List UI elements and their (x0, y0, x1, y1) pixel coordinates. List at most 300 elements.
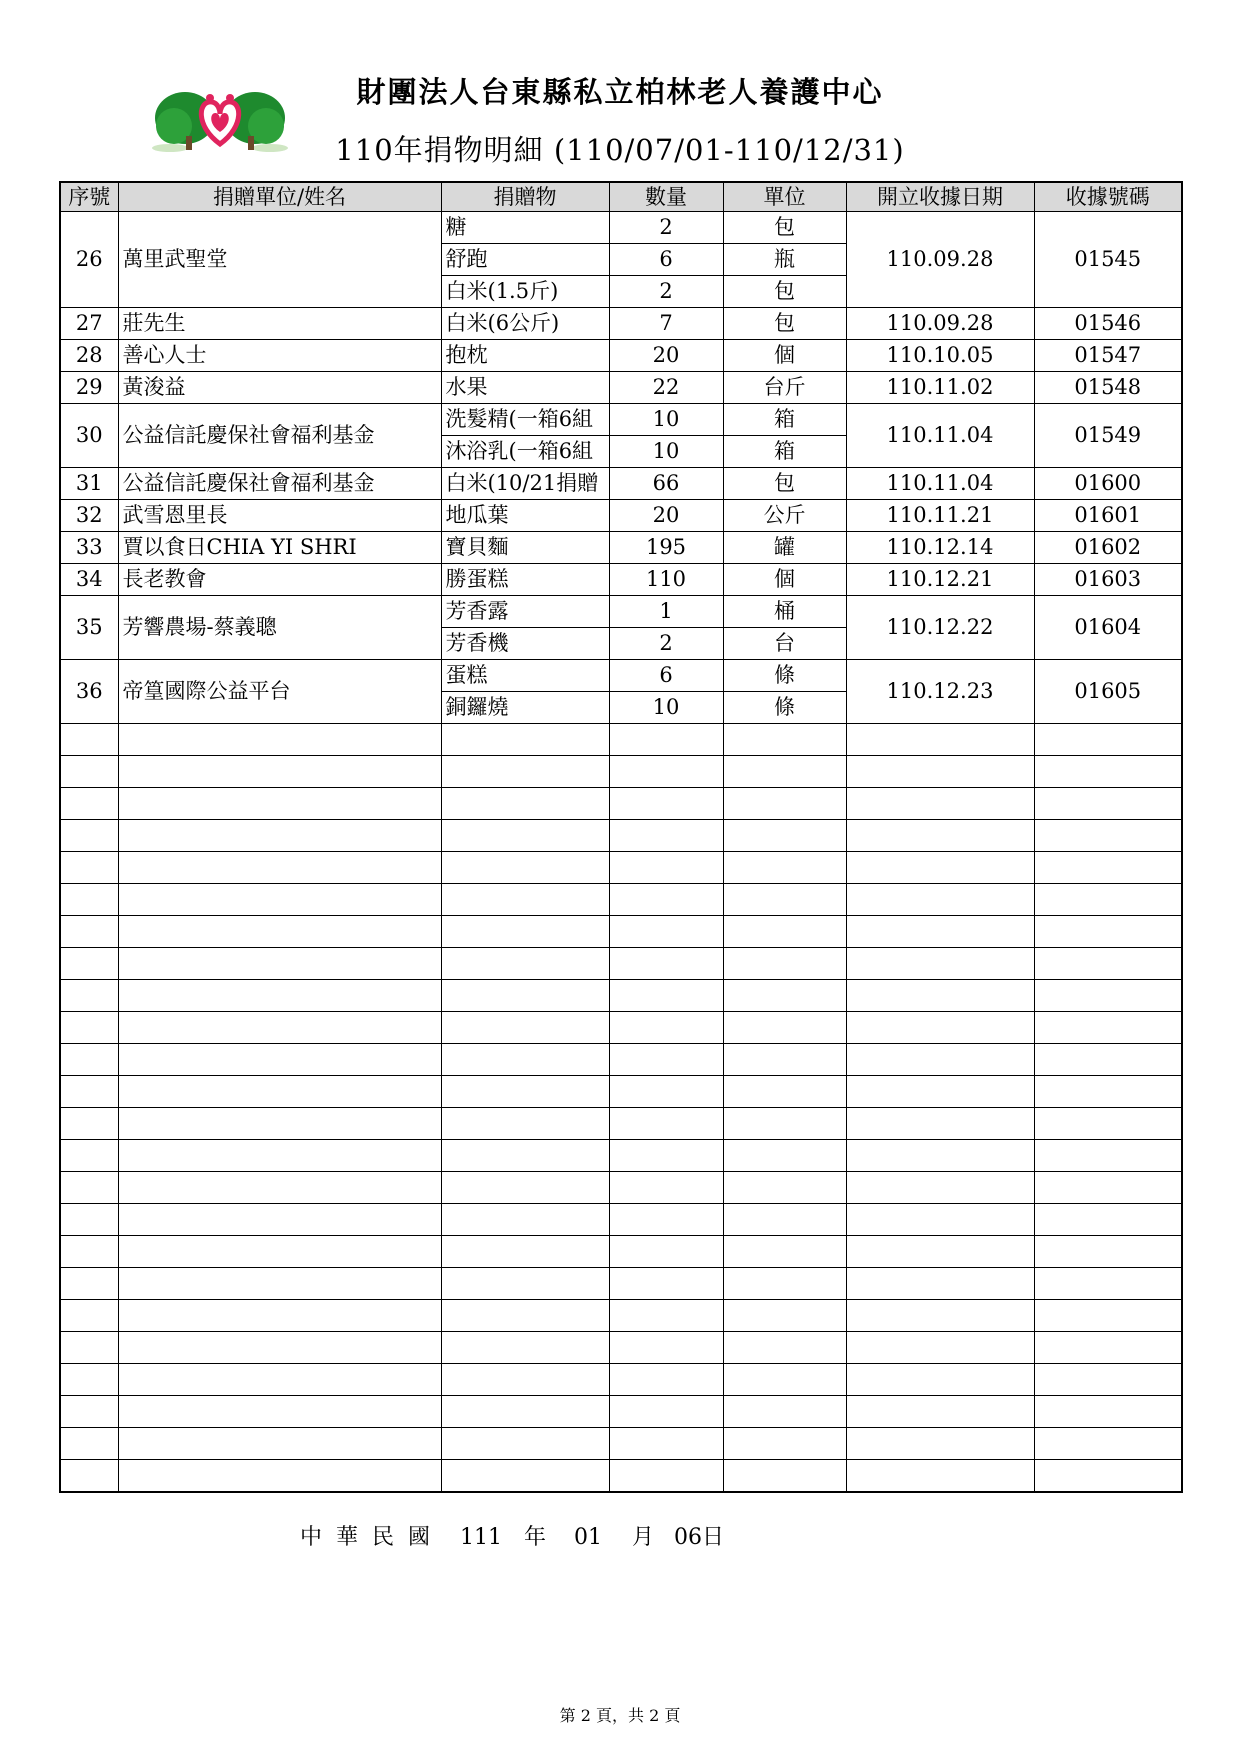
donation-table (59, 181, 1183, 1493)
blank-cell (441, 1300, 609, 1332)
qty-cell: 6 (609, 660, 723, 692)
donor-cell: 黃浚益 (118, 372, 441, 404)
blank-cell (60, 916, 118, 948)
table-row (60, 532, 1182, 564)
blank-row (60, 884, 1182, 916)
donor-cell: 長老教會 (118, 564, 441, 596)
unit-cell: 個 (723, 564, 846, 596)
blank-cell (609, 1428, 723, 1460)
receipt-cell: 01602 (1034, 532, 1182, 564)
blank-cell (609, 1300, 723, 1332)
blank-cell (60, 884, 118, 916)
blank-cell (118, 1108, 441, 1140)
qty-cell: 1 (609, 596, 723, 628)
blank-cell (1034, 724, 1182, 756)
item-cell: 舒跑 (441, 244, 609, 276)
donor-cell: 公益信託慶保社會福利基金 (118, 404, 441, 468)
qty-cell: 110 (609, 564, 723, 596)
date-cell: 110.11.21 (846, 500, 1034, 532)
item-cell: 白米(10/21捐贈 (441, 468, 609, 500)
unit-cell: 包 (723, 468, 846, 500)
blank-row (60, 1012, 1182, 1044)
qty-cell: 10 (609, 692, 723, 724)
blank-cell (846, 1044, 1034, 1076)
blank-cell (60, 980, 118, 1012)
blank-row (60, 1460, 1182, 1493)
blank-cell (723, 820, 846, 852)
qty-cell: 2 (609, 276, 723, 308)
receipt-cell: 01546 (1034, 308, 1182, 340)
blank-cell (60, 788, 118, 820)
blank-cell (118, 1364, 441, 1396)
blank-cell (441, 852, 609, 884)
item-cell: 白米(6公斤) (441, 308, 609, 340)
blank-cell (846, 1236, 1034, 1268)
seq-cell: 33 (60, 532, 118, 564)
seq-cell: 34 (60, 564, 118, 596)
blank-cell (118, 1204, 441, 1236)
unit-cell: 條 (723, 660, 846, 692)
blank-row (60, 788, 1182, 820)
col-header-receipt: 收據號碼 (1034, 182, 1182, 212)
blank-cell (118, 724, 441, 756)
blank-row (60, 1396, 1182, 1428)
blank-row (60, 1172, 1182, 1204)
blank-cell (723, 1364, 846, 1396)
blank-cell (118, 1236, 441, 1268)
blank-cell (118, 1332, 441, 1364)
blank-cell (441, 820, 609, 852)
blank-cell (846, 1268, 1034, 1300)
blank-cell (441, 1460, 609, 1493)
blank-cell (60, 1364, 118, 1396)
blank-cell (118, 756, 441, 788)
blank-cell (118, 1012, 441, 1044)
blank-cell (118, 1460, 441, 1493)
blank-cell (1034, 1396, 1182, 1428)
blank-cell (723, 1044, 846, 1076)
table-row (60, 564, 1182, 596)
blank-cell (609, 1140, 723, 1172)
blank-cell (60, 852, 118, 884)
org-name: 財團法人台東縣私立柏林老人養護中心 (356, 75, 884, 109)
blank-cell (118, 1300, 441, 1332)
blank-row (60, 948, 1182, 980)
receipt-cell: 01549 (1034, 404, 1182, 468)
blank-cell (60, 1076, 118, 1108)
blank-cell (609, 1460, 723, 1493)
blank-cell (723, 1300, 846, 1332)
blank-cell (118, 916, 441, 948)
item-cell: 銅鑼燒 (441, 692, 609, 724)
blank-cell (846, 788, 1034, 820)
blank-cell (441, 1236, 609, 1268)
blank-row (60, 1332, 1182, 1364)
date-cell: 110.12.23 (846, 660, 1034, 724)
blank-cell (441, 724, 609, 756)
receipt-cell: 01545 (1034, 212, 1182, 308)
col-header-donor: 捐贈單位/姓名 (118, 182, 441, 212)
blank-cell (60, 1268, 118, 1300)
blank-cell (609, 788, 723, 820)
qty-cell: 195 (609, 532, 723, 564)
receipt-cell: 01603 (1034, 564, 1182, 596)
unit-cell: 台 (723, 628, 846, 660)
blank-cell (846, 1396, 1034, 1428)
blank-cell (1034, 916, 1182, 948)
blank-cell (723, 1460, 846, 1493)
blank-cell (441, 756, 609, 788)
receipt-cell: 01600 (1034, 468, 1182, 500)
blank-cell (609, 1204, 723, 1236)
blank-cell (609, 1108, 723, 1140)
blank-cell (846, 1332, 1034, 1364)
blank-row (60, 1044, 1182, 1076)
blank-cell (609, 724, 723, 756)
col-header-seq: 序號 (60, 182, 118, 212)
issue-date-part: 06日 (674, 1525, 724, 1550)
blank-cell (1034, 1108, 1182, 1140)
table-row (60, 468, 1182, 500)
donor-cell: 帝篁國際公益平台 (118, 660, 441, 724)
issue-date-part: 01 (574, 1525, 602, 1550)
receipt-cell: 01604 (1034, 596, 1182, 660)
blank-cell (723, 1172, 846, 1204)
blank-cell (118, 1428, 441, 1460)
blank-cell (723, 1428, 846, 1460)
date-cell: 110.10.05 (846, 340, 1034, 372)
blank-cell (441, 1076, 609, 1108)
blank-cell (846, 1012, 1034, 1044)
unit-cell: 公斤 (723, 500, 846, 532)
blank-cell (846, 1460, 1034, 1493)
item-cell: 地瓜葉 (441, 500, 609, 532)
blank-cell (1034, 1044, 1182, 1076)
unit-cell: 包 (723, 276, 846, 308)
blank-cell (723, 756, 846, 788)
unit-cell: 瓶 (723, 244, 846, 276)
blank-cell (846, 948, 1034, 980)
blank-cell (1034, 948, 1182, 980)
blank-cell (723, 1204, 846, 1236)
issue-date-part: 年 (524, 1525, 547, 1550)
blank-row (60, 724, 1182, 756)
issue-date-part: 中 (300, 1525, 323, 1550)
blank-cell (60, 756, 118, 788)
blank-cell (60, 1396, 118, 1428)
blank-cell (609, 1236, 723, 1268)
blank-cell (60, 1044, 118, 1076)
org-logo (150, 86, 290, 156)
blank-row (60, 1076, 1182, 1108)
receipt-cell: 01547 (1034, 340, 1182, 372)
blank-cell (846, 1364, 1034, 1396)
table-body (60, 212, 1182, 724)
date-cell: 110.09.28 (846, 212, 1034, 308)
blank-cell (1034, 980, 1182, 1012)
table-header (60, 182, 1182, 212)
blank-cell (118, 852, 441, 884)
blank-cell (723, 1012, 846, 1044)
unit-cell: 台斤 (723, 372, 846, 404)
donor-cell: 公益信託慶保社會福利基金 (118, 468, 441, 500)
blank-cell (118, 1396, 441, 1428)
blank-cell (1034, 1460, 1182, 1493)
blank-row (60, 1236, 1182, 1268)
blank-cell (441, 1268, 609, 1300)
blank-cell (846, 1204, 1034, 1236)
blank-cell (723, 1076, 846, 1108)
donor-cell: 善心人士 (118, 340, 441, 372)
blank-cell (846, 980, 1034, 1012)
blank-cell (723, 884, 846, 916)
blank-cell (1034, 1204, 1182, 1236)
blank-cell (609, 980, 723, 1012)
blank-cell (441, 1012, 609, 1044)
unit-cell: 桶 (723, 596, 846, 628)
blank-row (60, 1204, 1182, 1236)
seq-cell: 28 (60, 340, 118, 372)
blank-cell (1034, 1076, 1182, 1108)
blank-row (60, 916, 1182, 948)
item-cell: 水果 (441, 372, 609, 404)
blank-row (60, 1428, 1182, 1460)
blank-cell (1034, 1236, 1182, 1268)
blank-cell (60, 1332, 118, 1364)
blank-cell (846, 1428, 1034, 1460)
blank-cell (441, 884, 609, 916)
date-cell: 110.12.14 (846, 532, 1034, 564)
blank-cell (60, 1172, 118, 1204)
blank-cell (1034, 1428, 1182, 1460)
qty-cell: 2 (609, 628, 723, 660)
table-row (60, 212, 1182, 244)
item-cell: 芳香機 (441, 628, 609, 660)
blank-row (60, 980, 1182, 1012)
blank-cell (609, 884, 723, 916)
blank-cell (441, 980, 609, 1012)
table-row (60, 372, 1182, 404)
blank-cell (1034, 1300, 1182, 1332)
blank-cell (846, 820, 1034, 852)
table-row (60, 596, 1182, 628)
blank-cell (723, 724, 846, 756)
blank-cell (846, 1108, 1034, 1140)
blank-cell (846, 852, 1034, 884)
blank-cell (609, 756, 723, 788)
qty-cell: 7 (609, 308, 723, 340)
blank-cell (441, 916, 609, 948)
blank-cell (60, 1108, 118, 1140)
unit-cell: 個 (723, 340, 846, 372)
blank-cell (846, 1140, 1034, 1172)
blank-cell (118, 1076, 441, 1108)
col-header-date: 開立收據日期 (846, 182, 1034, 212)
date-cell: 110.09.28 (846, 308, 1034, 340)
blank-row (60, 1140, 1182, 1172)
blank-cell (60, 1428, 118, 1460)
issue-date-part: 國 (408, 1525, 431, 1550)
blank-row (60, 1364, 1182, 1396)
blank-cell (723, 788, 846, 820)
blank-cell (118, 948, 441, 980)
item-cell: 寶貝麵 (441, 532, 609, 564)
blank-cell (118, 820, 441, 852)
date-cell: 110.11.04 (846, 404, 1034, 468)
unit-cell: 箱 (723, 404, 846, 436)
blank-cell (609, 1044, 723, 1076)
qty-cell: 10 (609, 404, 723, 436)
blank-row (60, 820, 1182, 852)
issue-date-part: 華 (336, 1525, 359, 1550)
unit-cell: 包 (723, 308, 846, 340)
blank-cell (609, 1396, 723, 1428)
qty-cell: 6 (609, 244, 723, 276)
blank-cell (846, 1076, 1034, 1108)
blank-cell (609, 1172, 723, 1204)
blank-cell (609, 1012, 723, 1044)
item-cell: 勝蛋糕 (441, 564, 609, 596)
blank-cell (609, 1076, 723, 1108)
blank-row (60, 852, 1182, 884)
blank-rows (60, 724, 1182, 1493)
blank-cell (1034, 1172, 1182, 1204)
blank-cell (441, 1044, 609, 1076)
blank-cell (846, 1300, 1034, 1332)
blank-cell (1034, 820, 1182, 852)
blank-row (60, 1300, 1182, 1332)
seq-cell: 36 (60, 660, 118, 724)
qty-cell: 22 (609, 372, 723, 404)
blank-cell (723, 916, 846, 948)
table-row (60, 500, 1182, 532)
blank-cell (609, 852, 723, 884)
qty-cell: 66 (609, 468, 723, 500)
blank-cell (60, 1236, 118, 1268)
blank-row (60, 1268, 1182, 1300)
blank-cell (118, 1140, 441, 1172)
blank-cell (60, 1460, 118, 1493)
item-cell: 沐浴乳(一箱6組 (441, 436, 609, 468)
issue-date (300, 1520, 940, 1551)
item-cell: 白米(1.5斤) (441, 276, 609, 308)
blank-cell (441, 1140, 609, 1172)
blank-cell (846, 724, 1034, 756)
report-title: 110年捐物明細 (110/07/01-110/12/31) (335, 133, 905, 167)
blank-cell (60, 724, 118, 756)
blank-cell (441, 1172, 609, 1204)
receipt-cell: 01605 (1034, 660, 1182, 724)
blank-cell (441, 1108, 609, 1140)
col-header-unit: 單位 (723, 182, 846, 212)
blank-cell (441, 1204, 609, 1236)
item-cell: 蛋糕 (441, 660, 609, 692)
blank-cell (441, 948, 609, 980)
donor-cell: 武雪恩里長 (118, 500, 441, 532)
receipt-cell: 01601 (1034, 500, 1182, 532)
receipt-cell: 01548 (1034, 372, 1182, 404)
blank-cell (1034, 788, 1182, 820)
blank-cell (60, 1140, 118, 1172)
blank-cell (1034, 1012, 1182, 1044)
blank-cell (60, 1300, 118, 1332)
issue-date-part: 月 (632, 1525, 655, 1550)
table-row (60, 660, 1182, 692)
blank-cell (1034, 884, 1182, 916)
blank-cell (118, 788, 441, 820)
blank-row (60, 756, 1182, 788)
blank-cell (723, 1268, 846, 1300)
blank-cell (609, 1268, 723, 1300)
blank-cell (723, 980, 846, 1012)
seq-cell: 26 (60, 212, 118, 308)
blank-cell (1034, 1140, 1182, 1172)
blank-cell (846, 756, 1034, 788)
date-cell: 110.12.21 (846, 564, 1034, 596)
blank-cell (846, 884, 1034, 916)
seq-cell: 31 (60, 468, 118, 500)
blank-cell (723, 1140, 846, 1172)
blank-cell (1034, 1364, 1182, 1396)
qty-cell: 2 (609, 212, 723, 244)
seq-cell: 30 (60, 404, 118, 468)
seq-cell: 35 (60, 596, 118, 660)
seq-cell: 32 (60, 500, 118, 532)
donor-cell: 萬里武聖堂 (118, 212, 441, 308)
donor-cell: 賈以食日CHIA YI SHRI (118, 532, 441, 564)
blank-cell (1034, 852, 1182, 884)
blank-cell (609, 820, 723, 852)
col-header-item: 捐贈物 (441, 182, 609, 212)
table-row (60, 404, 1182, 436)
blank-cell (846, 1172, 1034, 1204)
blank-cell (118, 1044, 441, 1076)
table-row (60, 308, 1182, 340)
blank-cell (118, 884, 441, 916)
unit-cell: 罐 (723, 532, 846, 564)
blank-cell (60, 820, 118, 852)
blank-cell (1034, 1332, 1182, 1364)
blank-cell (118, 1172, 441, 1204)
blank-cell (723, 1396, 846, 1428)
blank-cell (1034, 756, 1182, 788)
qty-cell: 20 (609, 500, 723, 532)
unit-cell: 箱 (723, 436, 846, 468)
blank-cell (441, 788, 609, 820)
blank-cell (723, 948, 846, 980)
blank-cell (118, 1268, 441, 1300)
blank-cell (1034, 1268, 1182, 1300)
issue-date-part: 111 (460, 1525, 502, 1550)
blank-cell (609, 1332, 723, 1364)
blank-cell (118, 980, 441, 1012)
blank-cell (609, 1364, 723, 1396)
blank-cell (723, 1108, 846, 1140)
seq-cell: 27 (60, 308, 118, 340)
blank-cell (723, 1332, 846, 1364)
blank-cell (60, 1204, 118, 1236)
blank-cell (441, 1364, 609, 1396)
issue-date-part: 民 (372, 1525, 395, 1550)
blank-cell (441, 1332, 609, 1364)
col-header-qty: 數量 (609, 182, 723, 212)
blank-cell (723, 1236, 846, 1268)
blank-cell (60, 948, 118, 980)
blank-cell (60, 1012, 118, 1044)
blank-cell (846, 916, 1034, 948)
date-cell: 110.11.02 (846, 372, 1034, 404)
item-cell: 糖 (441, 212, 609, 244)
